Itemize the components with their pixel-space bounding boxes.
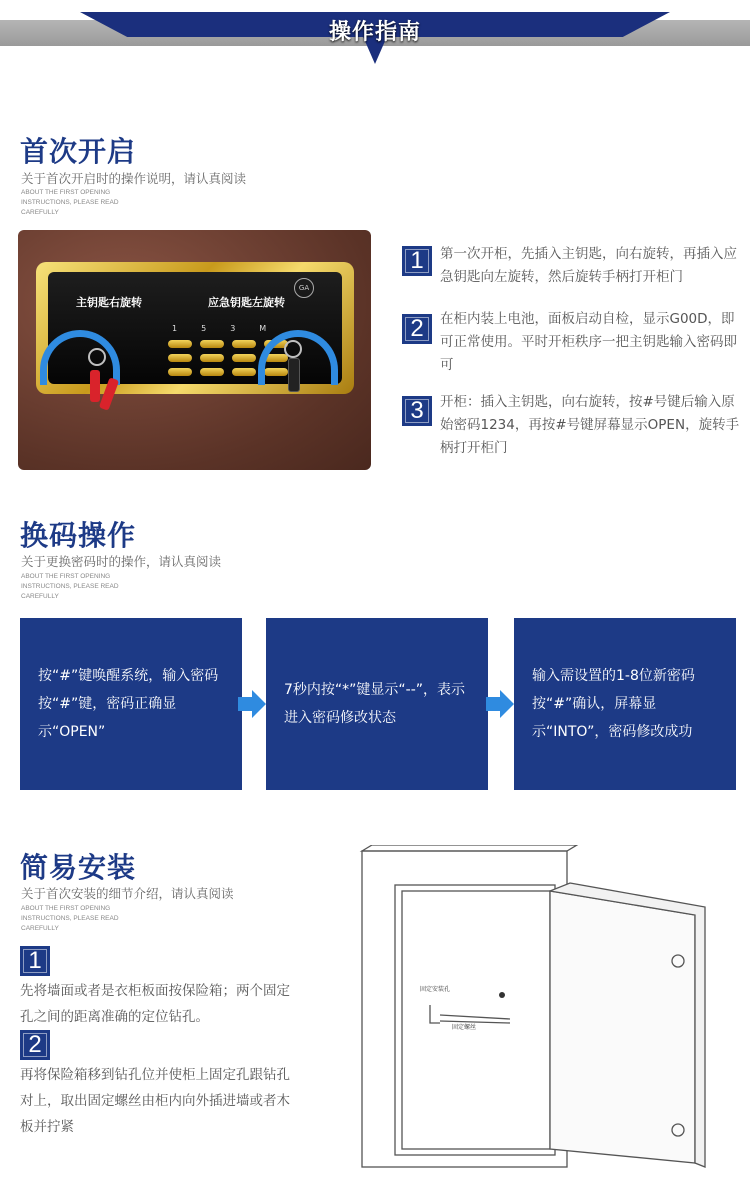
keypad-key [168, 340, 192, 348]
main-key-icon [90, 370, 100, 402]
first-open-english: ABOUT THE FIRST OPENING INSTRUCTIONS, PLEASE READ CAREFULLY [21, 189, 119, 216]
left-key-label: 主钥匙右旋转 [76, 296, 142, 309]
step-number-3: 3 [402, 396, 432, 426]
change-code-english: ABOUT THE FIRST OPENING INSTRUCTIONS, PLEASE READ CAREFULLY [21, 573, 119, 600]
change-code-step-box [266, 618, 488, 790]
change-code-step-text: 按“#”键唤醒系统，输入密码按“#”键，密码正确显示“OPEN” [38, 668, 219, 740]
install-english: ABOUT THE FIRST OPENING INSTRUCTIONS, PLEASE READ CAREFULLY [21, 905, 119, 932]
safe-body-outline [362, 851, 567, 1167]
step-text-1: 第一次开柜，先插入主钥匙，向右旋转，再插入应急钥匙向左旋转，然后旋转手柄打开柜门 [440, 246, 737, 285]
hole-label: 固定安装孔 [420, 986, 451, 993]
change-code-step-box [20, 618, 242, 790]
install-step-number-2: 2 [20, 1030, 50, 1060]
keypad-number: 1 [172, 324, 178, 333]
keypad-number: 5 [201, 324, 207, 333]
safe-installation-drawing [340, 845, 720, 1175]
key-ring-icon [284, 340, 302, 358]
keypad-key [200, 368, 224, 376]
keypad-number: 3 [230, 324, 236, 333]
install-subtitle: 关于首次安装的细节介绍，请认真阅读 [21, 886, 234, 901]
emergency-key-icon [288, 358, 300, 392]
keypad-key [232, 368, 256, 376]
arrow-right-icon [486, 690, 514, 718]
safe-door [550, 891, 695, 1163]
fixing-screw-line [440, 1015, 510, 1019]
arrow-right-icon [238, 690, 266, 718]
keypad-key [200, 354, 224, 362]
keypad-number: M [259, 324, 267, 333]
install-step-number-1: 1 [20, 946, 50, 976]
screw-label: 固定螺丝 [452, 1024, 477, 1031]
banner-title: 操作指南 [328, 20, 421, 45]
keypad-key [232, 340, 256, 348]
change-code-step-text: 输入需设置的1-8位新密码按“#”确认，屏幕显示“INTO”，密码修改成功 [532, 668, 695, 740]
first-open-subtitle: 关于首次开启时的操作说明，请认真阅读 [21, 171, 247, 186]
brand-logo: GA [294, 278, 314, 298]
change-code-title: 换码操作 [20, 519, 137, 552]
step-number-1: 1 [402, 246, 432, 276]
install-step-text-1: 先将墙面或者是衣柜板面按保险箱；两个固定孔之间的距离准确的定位钻孔。 [20, 983, 290, 1025]
safe-top-edge [362, 845, 577, 851]
safe-inner-frame [395, 885, 555, 1155]
right-key-label: 应急钥匙左旋转 [208, 296, 285, 309]
keypad-number-row [172, 324, 266, 333]
change-code-subtitle: 关于更换密码时的操作，请认真阅读 [21, 554, 222, 569]
keypad-key [200, 340, 224, 348]
mount-hole-icon [499, 992, 505, 998]
step-text-2: 在柜内装上电池，面板启动自检，显示G00D，即可正常使用。平时开柜秩序一把主钥匙输入密码即可 [440, 311, 737, 373]
safe-inner-wall [402, 891, 550, 1149]
first-open-title: 首次开启 [20, 135, 137, 168]
change-code-step-text: 7秒内按“*”键显示“--”，表示进入密码修改状态 [284, 682, 466, 726]
keypad-key [232, 354, 256, 362]
fixing-screw-line [440, 1021, 510, 1023]
keypad-key [168, 354, 192, 362]
install-step-text-2: 再将保险箱移到钻孔位并使柜上固定孔跟钻孔对上，取出固定螺丝由柜内向外插进墙或者木板并拧紧 [20, 1067, 290, 1135]
step-number-2: 2 [402, 314, 432, 344]
step-text-3: 开柜：插入主钥匙，向右旋转，按#号键后输入原始密码1234，再按#号键屏幕显示OPEN，旋转手柄打开柜门 [440, 394, 740, 456]
keypad-key [168, 368, 192, 376]
change-code-step-box [514, 618, 736, 790]
mount-bracket [430, 1005, 440, 1023]
key-ring-icon [88, 348, 106, 366]
install-title: 简易安装 [20, 851, 137, 884]
lock-panel-photo [18, 230, 371, 470]
